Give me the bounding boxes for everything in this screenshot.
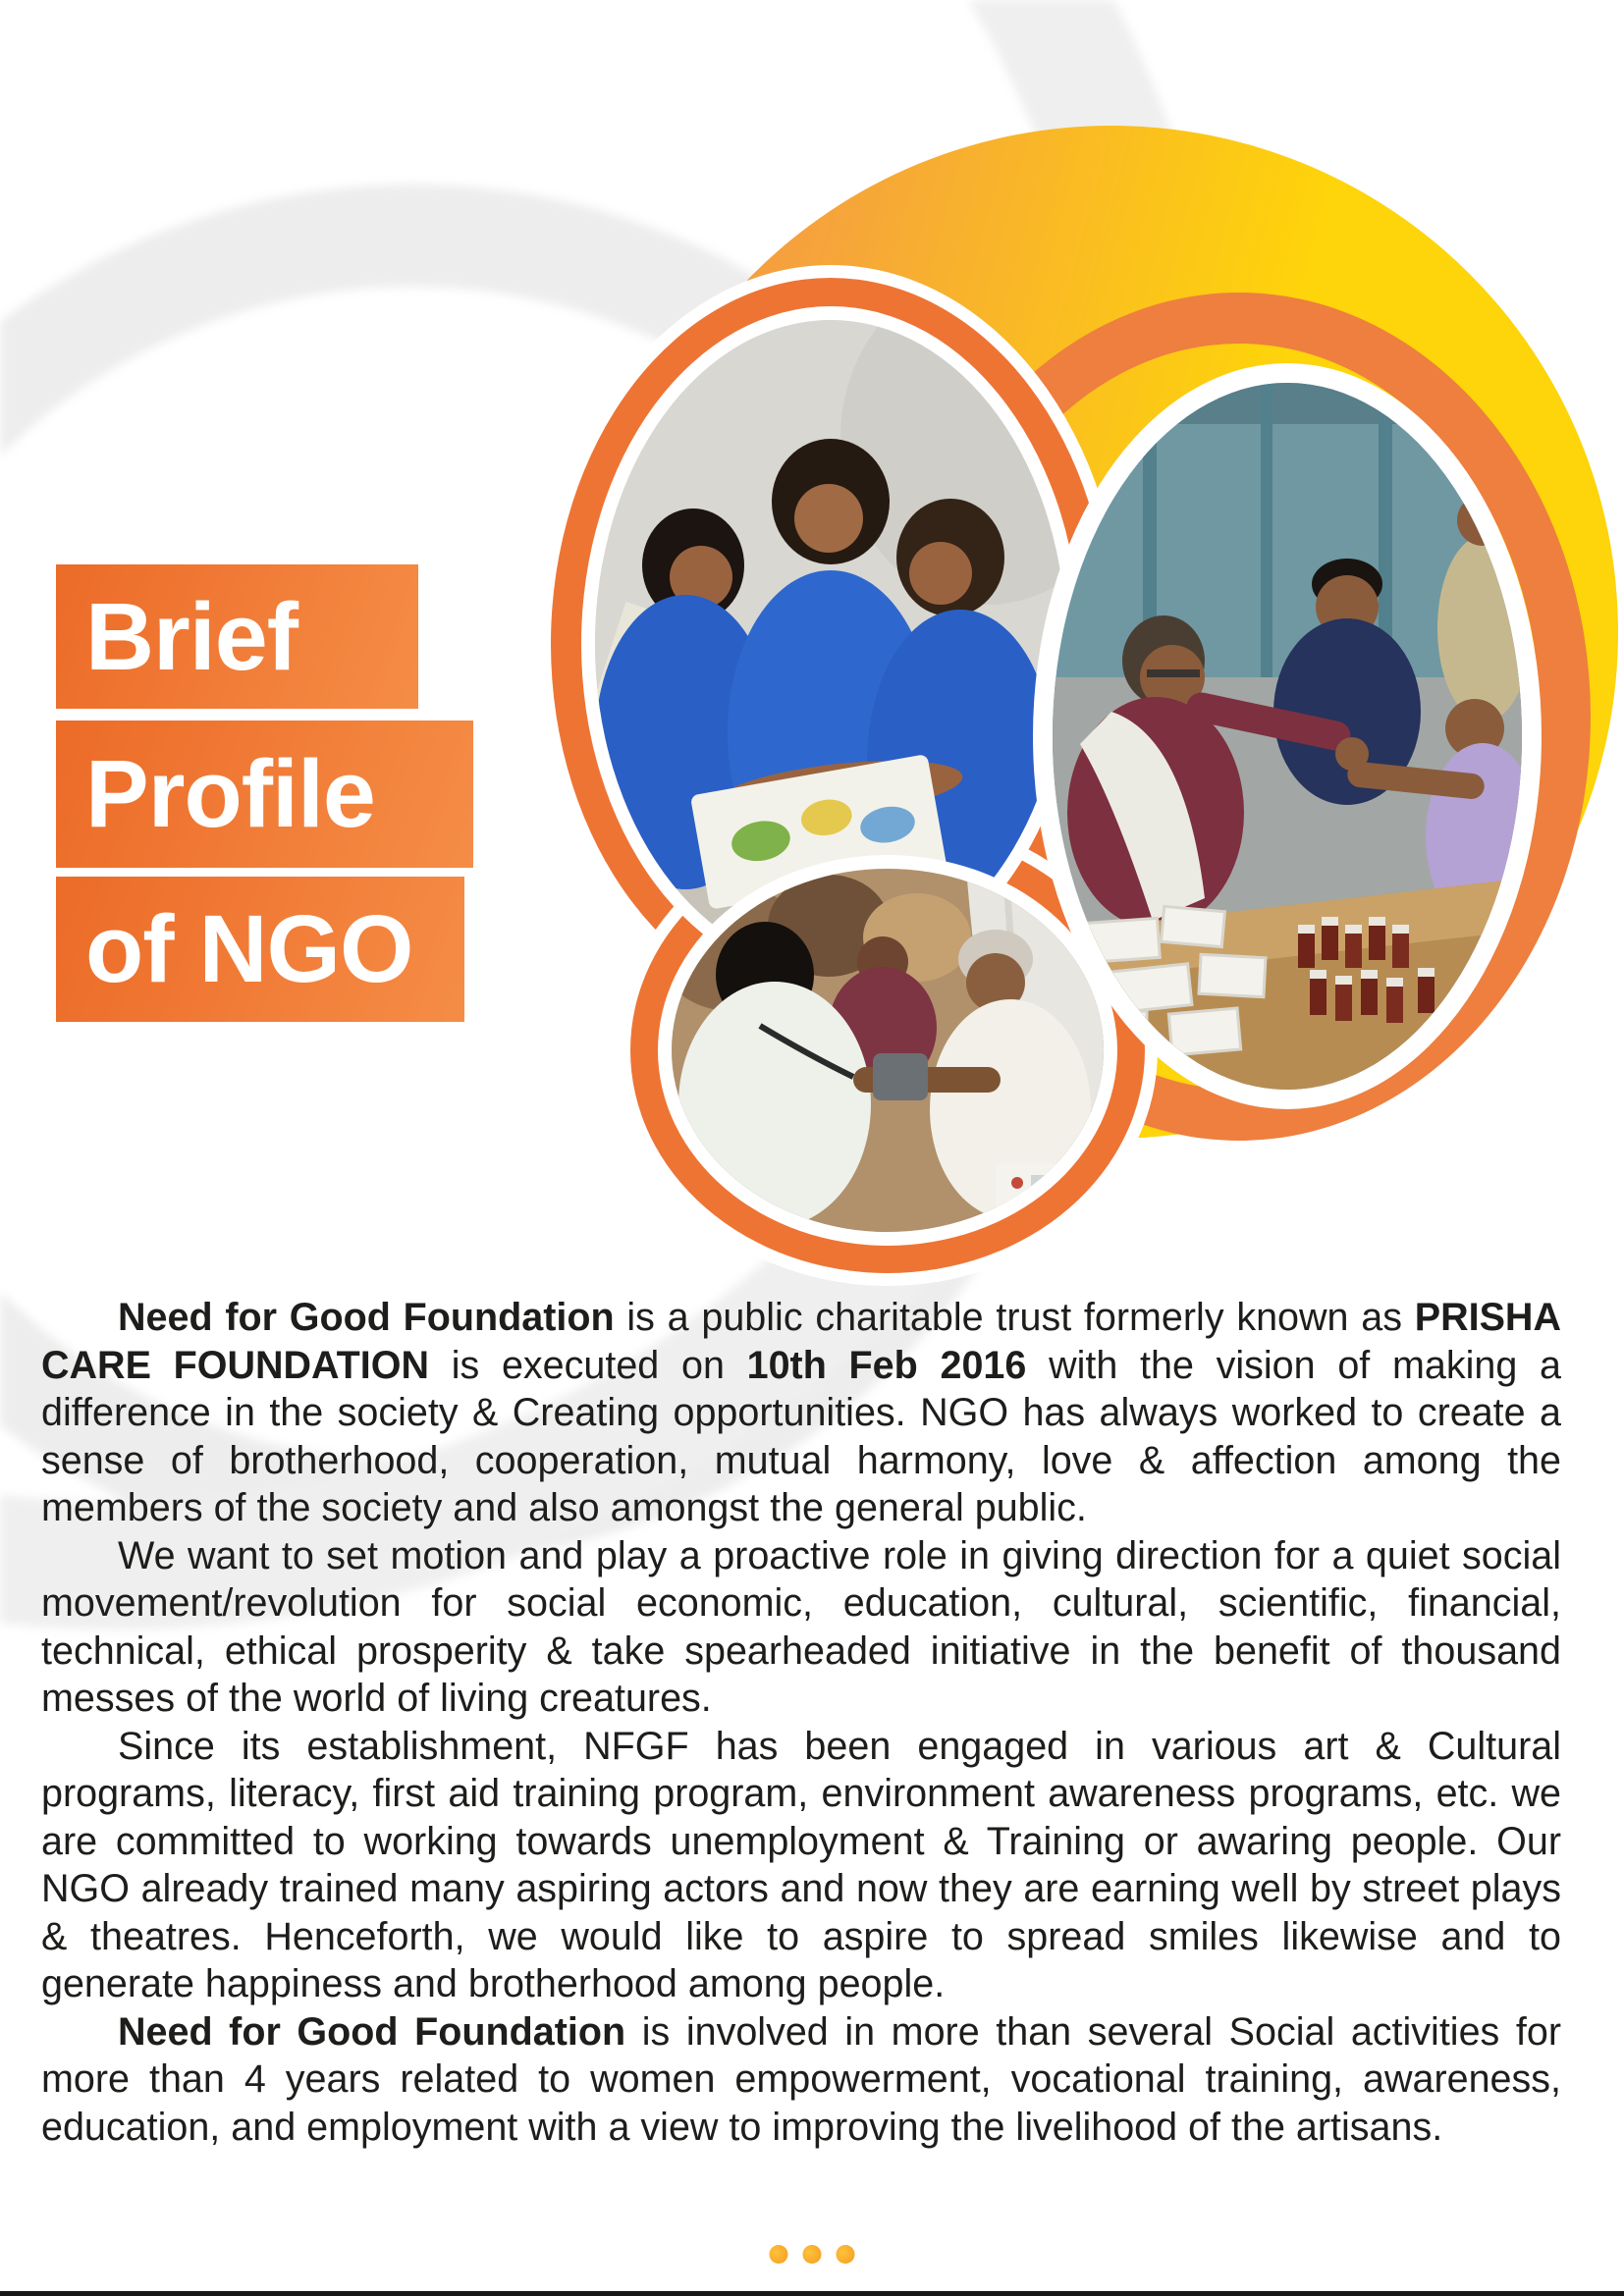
photo-medical-camp: [1033, 363, 1542, 1109]
paragraph: We want to set motion and play a proactive role in giving direction for a quiet social movement/revolution for social economic, education, cultural, scientific, financial, technical, ethical prosperity & take spearheaded initiative in the benefit of thousand messes of the world of living creatures.: [41, 1533, 1561, 1720]
body-text: [41, 1294, 1561, 2151]
footer-dot: [770, 2245, 788, 2264]
medical-camp-illustration: [1053, 383, 1522, 1090]
footer-dot: [803, 2245, 822, 2264]
paragraph: Need for Good Foundation is a public charitable trust formerly known as PRISHA CARE FOUNDATION is executed on 10th Feb 2016 with the vision of making a difference in the society & Creating opportunities. NGO has always worked to create a sense of brotherhood, cooperation, mutual harmony, love & affection among the members of the society and also amongst the general public.: [41, 1296, 1561, 1529]
title-text: of NGO: [85, 895, 413, 1002]
paragraph: Since its establishment, NFGF has been engaged in various art & Cultural programs, literacy, first aid training program, environment awareness programs, etc. we are committed to working towards unemployment & Training or awaring people. Our NGO already trained many aspiring actors and now they are earning well by street plays & theatres. Henceforth, we would like to aspire to spread smiles likewise and to generate happiness and brotherhood among people.: [41, 1724, 1561, 2005]
page-bottom-edge: [0, 2291, 1624, 2296]
title-line-of-ngo: [56, 877, 464, 1022]
title-text: Profile: [85, 740, 375, 847]
paragraph: Need for Good Foundation is involved in more than several Social activities for more than 4 years related to women empowerment, vocational training, awareness, education, and employment with a view to improving the livelihood of the artisans.: [41, 2009, 1561, 2149]
health-checkup-illustration: [672, 869, 1104, 1232]
footer-dots: [770, 2245, 855, 2264]
footer-dot: [837, 2245, 855, 2264]
photo-health-checkup: [658, 855, 1117, 1246]
title-line-profile: [56, 721, 473, 868]
title-text: Brief: [85, 582, 298, 690]
title-line-brief: [56, 564, 418, 709]
